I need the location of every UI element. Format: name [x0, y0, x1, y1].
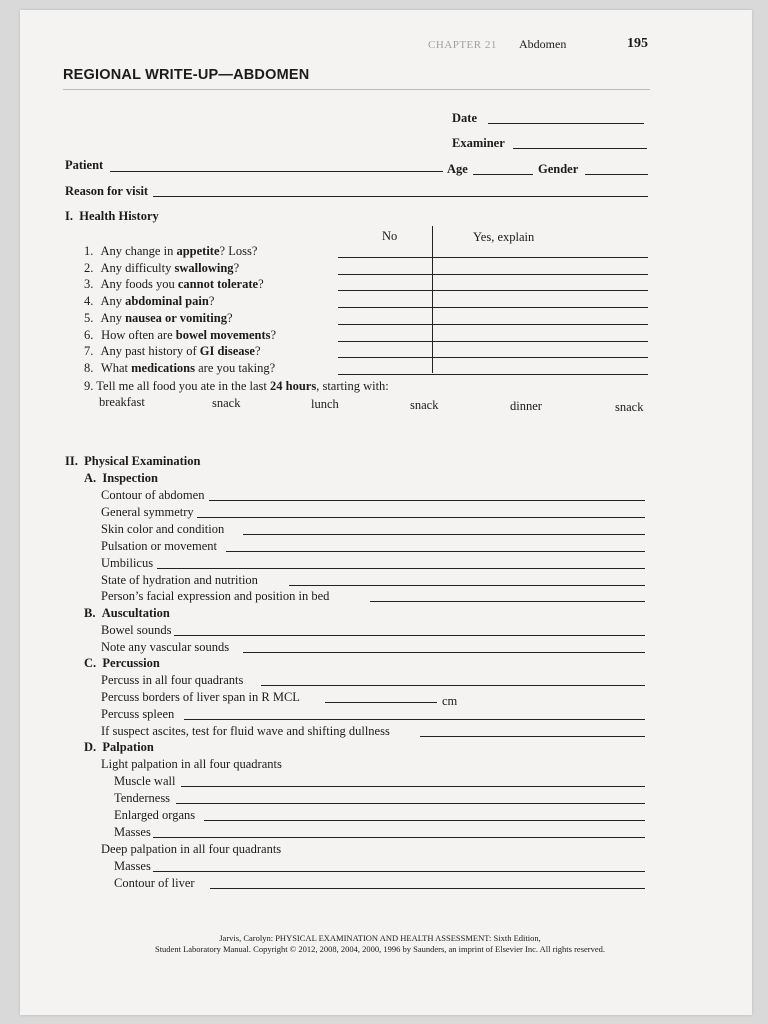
liver-span-label: Percuss borders of liver span in R MCL: [101, 690, 300, 704]
history-question-8: [84, 361, 275, 376]
question-text: How often are: [101, 327, 176, 342]
deep-palpation-label: Deep palpation in all four quadrants: [101, 842, 282, 856]
history-explain-field[interactable]: [432, 307, 648, 308]
light-palpation-item-label: Tenderness: [114, 790, 171, 805]
percuss-spleen-label: Percuss spleen: [101, 707, 175, 721]
light-palpation-item-label: Masses: [114, 824, 151, 839]
inspection-item-field[interactable]: [209, 500, 645, 501]
inspection-item-label: State of hydration and nutrition: [101, 572, 258, 587]
history-question-5: [84, 311, 233, 326]
age-label: Age: [447, 162, 468, 176]
question-keyword: nausea or vomiting: [125, 310, 227, 325]
reason-field[interactable]: [153, 196, 648, 197]
inspection-item-label: General symmetry: [101, 504, 194, 519]
history-no-field[interactable]: [338, 257, 432, 258]
history-question-9: 9. Tell me all food you ate in the last 24 hours, starting with:: [84, 379, 389, 393]
question-number: 4.: [84, 294, 94, 309]
question-keyword: appetite: [176, 244, 220, 258]
history-no-field[interactable]: [338, 274, 432, 275]
auscultation-heading: B. Auscultation: [84, 606, 170, 620]
question-text-end: ?: [233, 260, 240, 275]
deep-palpation-item-label: Masses: [114, 859, 151, 873]
age-field[interactable]: [473, 174, 533, 175]
gender-field[interactable]: [585, 174, 648, 175]
physical-exam-heading: II. Physical Examination: [65, 454, 201, 468]
date-field[interactable]: [488, 123, 644, 124]
percussion-heading: C. Percussion: [84, 656, 160, 670]
worksheet-page: [20, 10, 752, 1015]
history-explain-field[interactable]: [432, 357, 648, 358]
history-explain-field[interactable]: [432, 341, 648, 342]
deep-palpation-item-label: Contour of liver: [114, 875, 195, 890]
gender-label: Gender: [538, 162, 579, 176]
inspection-item-field[interactable]: [157, 568, 645, 569]
meal-lunch: lunch: [311, 397, 339, 411]
inspection-item-field[interactable]: [243, 534, 645, 535]
inspection-item-field[interactable]: [289, 585, 645, 586]
history-no-field[interactable]: [338, 374, 432, 375]
history-question-7: [84, 344, 261, 359]
question-number: 1.: [84, 244, 94, 258]
question-number: 8.: [84, 360, 94, 375]
examiner-field[interactable]: [513, 148, 647, 149]
question-keyword: abdominal pain: [125, 294, 209, 309]
examiner-label: Examiner: [452, 136, 505, 150]
history-no-field[interactable]: [338, 357, 432, 358]
question-text: Any difficulty: [100, 260, 175, 275]
meal-snack-3: snack: [615, 400, 644, 414]
question-keyword: medications: [131, 360, 195, 375]
page-number: 195: [627, 36, 648, 51]
question-number: 3.: [84, 277, 94, 292]
question-text: Any past history of: [100, 344, 200, 359]
light-palpation-item-label: Enlarged organs: [114, 807, 196, 822]
question-keyword: cannot tolerate: [177, 277, 259, 292]
chapter-label: CHAPTER 21: [428, 39, 497, 51]
question-text-end: ? Loss?: [219, 244, 258, 258]
light-palpation-item-field[interactable]: [176, 803, 645, 804]
question-text: Any foods you: [100, 277, 178, 292]
meal-dinner: dinner: [510, 399, 542, 413]
patient-label: Patient: [65, 158, 104, 172]
inspection-heading: A. Inspection: [84, 471, 158, 485]
history-explain-field[interactable]: [432, 274, 648, 275]
percussion-quadrants-label: Percuss in all four quadrants: [101, 673, 244, 687]
question-text: What: [100, 360, 132, 375]
health-history-heading: I. Health History: [65, 209, 159, 223]
page-title: REGIONAL WRITE-UP—ABDOMEN: [63, 67, 310, 83]
question-text: Any change in: [100, 244, 177, 258]
history-question-6: [84, 328, 276, 343]
footer-citation: Jarvis, Carolyn: PHYSICAL EXAMINATION AND HEALTH ASSESSMENT: Sixth Edition, Student Laboratory Manual. Copyright © 2012, 2008, 2004, 2000, 1996 by Saunders, an imprint of Elsevier Inc. All rights reserved.: [154, 933, 606, 954]
inspection-item-label: Contour of abdomen: [101, 488, 205, 502]
question-text: Any: [100, 310, 126, 325]
question-number: 5.: [84, 310, 94, 325]
percuss-spleen-field[interactable]: [184, 719, 645, 720]
patient-field[interactable]: [110, 171, 443, 172]
question-keyword: swallowing: [174, 260, 234, 275]
yes-column-header: Yes, explain: [473, 230, 535, 244]
history-question-2: [84, 261, 239, 276]
auscultation-item-field[interactable]: [174, 635, 645, 636]
inspection-item-label: Pulsation or movement: [101, 538, 217, 553]
deep-palpation-item-field[interactable]: [210, 888, 645, 889]
history-no-field[interactable]: [338, 307, 432, 308]
auscultation-item-label: Bowel sounds: [101, 623, 172, 637]
inspection-item-field[interactable]: [197, 517, 645, 518]
history-no-field[interactable]: [338, 324, 432, 325]
question-text-end: ?: [208, 294, 215, 309]
ascites-label: If suspect ascites, test for fluid wave and shifting dullness: [101, 724, 390, 738]
question-number: 7.: [84, 344, 94, 359]
history-explain-field[interactable]: [432, 257, 648, 258]
reason-label: Reason for visit: [65, 184, 149, 198]
percussion-quadrants-field[interactable]: [261, 685, 645, 686]
inspection-item-label: Skin color and condition: [101, 521, 225, 536]
auscultation-item-field[interactable]: [243, 652, 645, 653]
history-question-3: [84, 277, 264, 292]
light-palpation-item-field[interactable]: [153, 837, 645, 838]
meal-snack-2: snack: [410, 398, 439, 412]
history-column-divider: [432, 226, 433, 373]
history-explain-field[interactable]: [432, 324, 648, 325]
history-explain-field[interactable]: [432, 374, 648, 375]
inspection-item-field[interactable]: [370, 601, 645, 602]
history-question-1: [84, 244, 257, 259]
history-no-field[interactable]: [338, 341, 432, 342]
history-explain-field[interactable]: [432, 290, 648, 291]
question-text: Any: [100, 294, 126, 309]
light-palpation-item-label: Muscle wall: [114, 774, 176, 788]
light-palpation-label: Light palpation in all four quadrants: [101, 757, 282, 771]
inspection-item-field[interactable]: [226, 551, 645, 552]
question-number: 6.: [84, 327, 94, 342]
meal-breakfast: breakfast: [99, 395, 145, 409]
question-text-end: ?: [254, 344, 261, 359]
palpation-heading: D. Palpation: [84, 740, 154, 754]
history-no-field[interactable]: [338, 290, 432, 291]
inspection-item-label: Person’s facial expression and position in bed: [101, 589, 330, 604]
question-text-end: ?: [258, 277, 264, 292]
question-text-end: ?: [226, 310, 233, 325]
date-label: Date: [452, 111, 477, 125]
light-palpation-item-field[interactable]: [181, 786, 645, 787]
liver-span-unit: cm: [442, 694, 458, 708]
question-keyword: GI disease: [199, 344, 255, 359]
section-label: Abdomen: [519, 37, 567, 51]
light-palpation-item-field[interactable]: [204, 820, 645, 821]
liver-span-field[interactable]: [325, 702, 437, 703]
question-text-end: are you taking?: [195, 360, 276, 375]
ascites-field[interactable]: [420, 736, 645, 737]
question-text-end: ?: [270, 327, 277, 342]
title-rule: [63, 89, 650, 90]
question-number: 2.: [84, 260, 94, 275]
history-question-4: [84, 294, 214, 309]
inspection-item-label: Umbilicus: [101, 555, 154, 570]
meal-snack-1: snack: [212, 396, 241, 410]
auscultation-item-label: Note any vascular sounds: [101, 639, 230, 654]
question-keyword: bowel movements: [175, 327, 271, 342]
deep-palpation-item-field[interactable]: [153, 871, 645, 872]
no-column-header: No: [382, 229, 398, 243]
